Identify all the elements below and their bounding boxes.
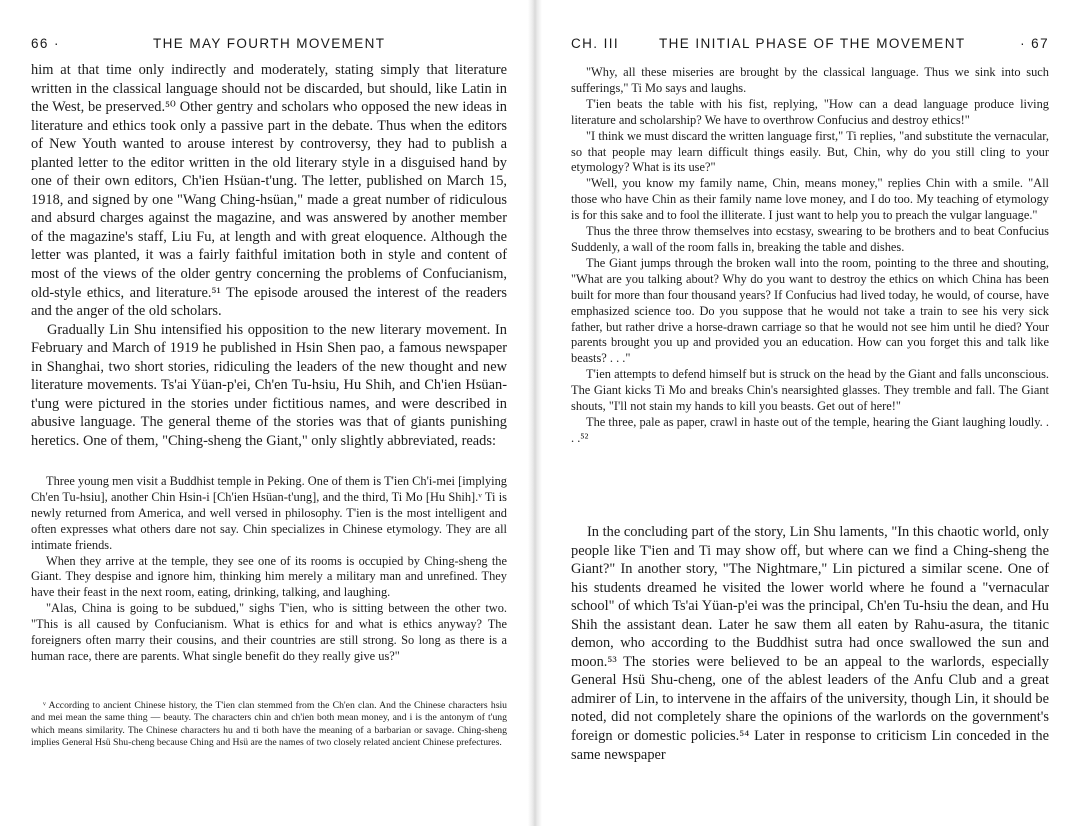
left-page-number: 66 · bbox=[31, 36, 60, 51]
chapter-label: CH. III bbox=[571, 36, 620, 51]
right-body-text bbox=[571, 523, 1049, 764]
right-page bbox=[571, 0, 1049, 826]
left-footnote bbox=[31, 700, 507, 749]
left-paragraph-1: him at that time only indirectly and moderately, stating simply that literature written in the classical language should not be discarded, but should, like Latin in the West, be preserved.⁵⁰ Other gentry and scholars who opposed the new ideas in literature and ethics took only a passive part in the debate. Thus when the editors of New Youth wanted to arouse interest by controversy, they had to publish a planted letter to the editor written in the old literary style in a disguised hand by one of their own editors, Ch'ien Hsüan-t'ung. The letter, published on March 15, 1918, and signed by one "Wang Ching-hsüan," made a great number of ridiculous and absurd charges against the magazine, and was answered by another member of the magazine's staff, Liu Fu, at length and with great eloquence. Although the letter was planted, it was a fairly faithful imitation both in style and content of most of the views of the older gentry concerning the problems of Confucianism, old-style ethics, and literature.⁵¹ The episode aroused the interest of the readers and the anger of the old scholars. bbox=[31, 62, 507, 320]
right-quote-paragraph-7: T'ien attempts to defend himself but is struck on the head by the Giant and falls unconscious. The Giant kicks Ti Mo and breaks Chin's nearsighted glasses. They tremble and fall. The Giant shouts, "I'll not stain my hands to kill you beasts. Get out of here!" bbox=[571, 367, 1049, 414]
right-running-title: THE INITIAL PHASE OF THE MOVEMENT bbox=[659, 36, 966, 51]
left-quote-paragraph-1: Three young men visit a Buddhist temple in Peking. One of them is T'ien Ch'i-mei [implying Ch'en Tu-hsiu], another Chin Hsin-i [Ch'ien Hsüan-t'ung], and the third, Ti Mo [Hu Shih].ᵛ Ti is newly returned from America, and well versed in philosophy. T'ien is the most intelligent and often expresses what others dare not say. Chin specializes in Chinese etymology. They are all intimate friends. bbox=[31, 474, 507, 552]
footnote-v-text: ᵛ According to ancient Chinese history, the T'ien clan stemmed from the Ch'en clan. And the Chinese characters hsiu and mei mean the same thing — beauty. The characters chin and ch'ien both mean money, and i is the antonym of t'ung which means similarity. The Chinese characters hu and ti both have the meaning of a barbarian or savage. Ching-sheng implies General Hsü Shu-cheng because Ching and Hsü are the names of two closely related ancient Chinese prefectures. bbox=[31, 700, 507, 749]
right-running-head bbox=[571, 36, 1049, 56]
left-running-head bbox=[31, 36, 507, 56]
left-quote-paragraph-3: "Alas, China is going to be subdued," sighs T'ien, who is sitting between the other two. "This is all caused by Confucianism. What is ethics for and what is ethics anyway? The foreigners often marry their cousins, and their countries are still strong. So long as there is a human race, there are parents. What single benefit do they really give us?" bbox=[31, 601, 507, 663]
left-page bbox=[31, 0, 507, 826]
right-quote-paragraph-6: The Giant jumps through the broken wall into the room, pointing to the three and shouting, "What are you talking about? Why do you want to destroy the ethics on which China has been built for more than four thousand years? If Confucius had lived today, he would, of course, have emphasized science too. Do you suppose that he would not take a train to see his very sick father, but rather drive a horse-drawn carriage so that he would not see him until he died? Your parents brought you up and provided you an education. How can you forget this and talk like beasts? . . ." bbox=[571, 255, 1049, 366]
left-running-title: THE MAY FOURTH MOVEMENT bbox=[153, 36, 386, 51]
right-quote-paragraph-8: The three, pale as paper, crawl in haste out of the temple, hearing the Giant laughing loudly. . . .⁵² bbox=[571, 414, 1049, 445]
left-body-text bbox=[31, 61, 507, 450]
left-quote-paragraph-2: When they arrive at the temple, they see one of its rooms is occupied by Ching-sheng the Giant. They despise and ignore him, thinking him merely a military man and unrefined. They have their feast in the next room, eating, drinking, talking, and laughing. bbox=[31, 553, 507, 600]
right-story-excerpt bbox=[571, 65, 1049, 447]
right-paragraph-1: In the concluding part of the story, Lin Shu laments, "In this chaotic world, only people like T'ien and Ti may show off, but where can we find a Ching-sheng the Giant?" In another story, "The Nightmare," Lin pictured a similar scene. One of his students dreamed he visited the lower world where he found a "vernacular school" of which Ts'ai Yüan-p'ei was the principal, Ch'en Tu-hsiu the dean, and Hu Shih the assistant dean. Later he saw them all eaten by Rahu-asura, the titanic demon, who according to the Buddhist sutra had once swallowed the sun and moon.⁵³ The stories were believed to be an appeal to the warlords, especially General Hsü Shu-cheng, one of the ablest leaders of the Anfu Club and a great admirer of Lin, to intervene in the affairs of the university, though Lin, it should be noted, did not completely share the opinions of the warlords on the government's foreign or domestic policies.⁵⁴ Later in response to criticism Lin conceded in the same newspaper bbox=[571, 524, 1049, 763]
right-quote-paragraph-5: Thus the three throw themselves into ecstasy, swearing to be brothers and to beat Confucius Suddenly, a wall of the room falls in, breaking the table and dishes. bbox=[571, 224, 1049, 254]
left-story-excerpt bbox=[31, 474, 507, 665]
right-page-number: · 67 bbox=[1020, 36, 1049, 51]
left-paragraph-2: Gradually Lin Shu intensified his opposition to the new literary movement. In February and March of 1919 he published in Hsin Shen pao, a famous newspaper in Shanghai, two short stories, ridiculing the leaders of the new thought and new literature movements. Ts'ai Yüan-p'ei, Ch'en Tu-hsiu, Hu Shih, and Ch'ien Hsüan-t'ung were pictured in the stories under fictitious names, and were described in abusive language. The general theme of the stories was that of giants punishing heretics. One of them, "Ching-sheng the Giant," only slightly abbreviated, reads: bbox=[31, 321, 507, 449]
right-quote-paragraph-3: "I think we must discard the written language first," Ti replies, "and substitute the vernacular, so that people may learn difficult things easily. But, Chin, why do you still cling to your etymology? What is its use?" bbox=[571, 128, 1049, 175]
right-quote-paragraph-2: T'ien beats the table with his fist, replying, "How can a dead language produce living literature and scholarship? We have to overthrow Confucius and destroy ethics!" bbox=[571, 96, 1049, 127]
book-gutter bbox=[528, 0, 542, 826]
right-quote-paragraph-4: "Well, you know my family name, Chin, means money," replies Chin with a smile. "All those who have Chin as their family name love money, and I do too. My teaching of etymology is for this sake and to fool the illiterate. I just want to help you to preach the vulgar language." bbox=[571, 176, 1049, 223]
right-quote-paragraph-1: "Why, all these miseries are brought by the classical language. Thus we sink into such sufferings," Ti Mo says and laughs. bbox=[571, 65, 1049, 95]
